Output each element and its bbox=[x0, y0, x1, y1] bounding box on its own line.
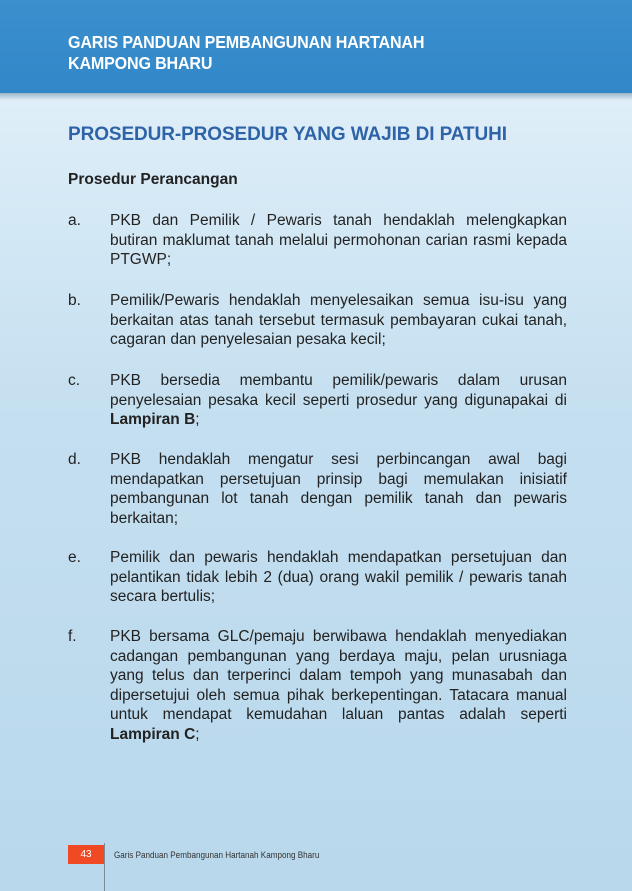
list-marker: a. bbox=[68, 212, 81, 229]
page-number: 43 bbox=[68, 845, 104, 864]
header-title-line1: GARIS PANDUAN PEMBANGUNAN HARTANAH bbox=[68, 32, 425, 52]
footer-divider bbox=[104, 843, 105, 891]
header-title-line2: KAMPONG BHARU bbox=[68, 53, 213, 73]
list-item-text bbox=[110, 627, 567, 744]
list-item-text-part: PKB bersedia membantu pemilik/pewaris dalam urusan penyelesaian pesaka kecil seperti prosedur yang digunapakai di bbox=[110, 372, 567, 409]
section-title: PROSEDUR-PROSEDUR YANG WAJIB DI PATUHI bbox=[68, 124, 507, 145]
list-item-text: Pemilik dan pewaris hendaklah mendapatkan persetujuan dan pelantikan tidak lebih 2 (dua) orang wakil pemilik / pewaris tanah secara bertulis; bbox=[110, 549, 567, 605]
list-item-text-part: ; bbox=[195, 725, 200, 743]
appendix-reference: Lampiran B bbox=[110, 411, 196, 428]
list-marker: d. bbox=[68, 451, 81, 468]
list-marker: f. bbox=[68, 628, 77, 645]
list-item-text: PKB dan Pemilik / Pewaris tanah hendaklah melengkapkan butiran maklumat tanah melalui permohonan carian rasmi kepada PTGWP; bbox=[110, 212, 567, 268]
list-marker: c. bbox=[68, 372, 81, 389]
list-item-text bbox=[110, 371, 567, 430]
list-item-text-part: ; bbox=[195, 411, 200, 428]
list-marker: e. bbox=[68, 549, 81, 566]
appendix-reference: Lampiran C bbox=[110, 725, 196, 743]
header-title bbox=[68, 32, 528, 74]
subheading: Prosedur Perancangan bbox=[68, 171, 238, 188]
header-shadow-band bbox=[0, 93, 632, 101]
document-header bbox=[0, 0, 632, 93]
list-item-text-part: PKB bersama GLC/pemaju berwibawa hendaklah menyediakan cadangan pembangunan yang berdaya maju, pelan urusniaga yang telus dan terperinci dalam tempoh yang munasabah dan dipersetujui oleh semua pihak berkepentingan. Tatacara manual untuk mendapat kemudahan laluan pantas adalah seperti bbox=[110, 628, 567, 723]
footer-text: Garis Panduan Pembangunan Hartanah Kampong Bharu bbox=[114, 850, 320, 860]
list-marker: b. bbox=[68, 292, 81, 309]
list-item-text: PKB hendaklah mengatur sesi perbincangan awal bagi mendapatkan persetujuan prinsip bagi memulakan inisiatif pembangunan lot tanah dengan pemilik tanah dan pewaris berkaitan; bbox=[110, 451, 567, 527]
list-item-text: Pemilik/Pewaris hendaklah menyelesaikan semua isu-isu yang berkaitan atas tanah tersebut termasuk pembayaran cukai tanah, cagaran dan penyelesaian pesaka kecil; bbox=[110, 292, 567, 348]
